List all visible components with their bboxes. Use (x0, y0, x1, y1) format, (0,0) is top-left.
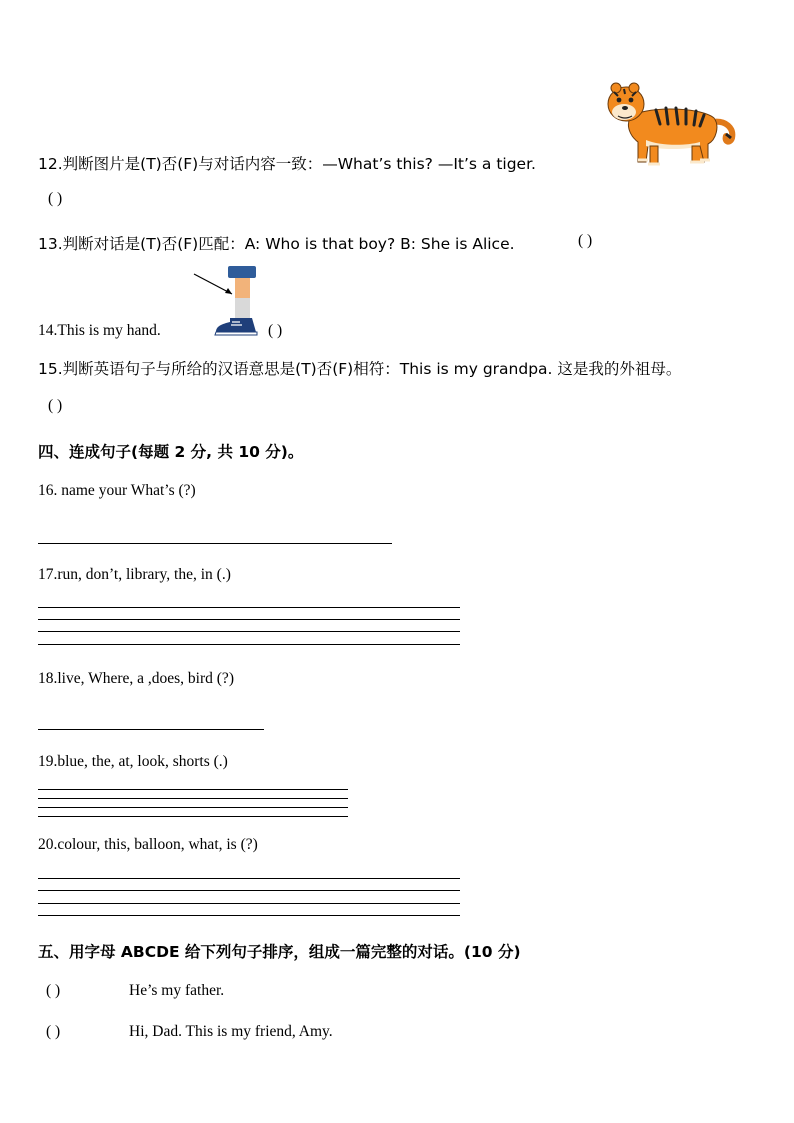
question-17-answer-line-2[interactable] (38, 619, 460, 620)
question-19-answer-line-3[interactable] (38, 807, 348, 808)
question-17-answer-line-1[interactable] (38, 607, 460, 608)
question-19-text: 19.blue, the, at, look, shorts (.) (38, 753, 228, 770)
question-18-answer-line[interactable] (38, 729, 264, 730)
question-14-text: 14.This is my hand. (38, 322, 161, 339)
question-14-answer-blank[interactable]: ( ) (268, 322, 283, 339)
leg-foot-picture (190, 262, 262, 340)
leg-foot-icon (190, 262, 262, 340)
section-5-heading: 五、用字母 ABCDE 给下列句子排序，组成一篇完整的对话。(10 分) (38, 943, 521, 961)
question-16-answer-line[interactable] (38, 543, 392, 544)
question-17-text: 17.run, don’t, library, the, in (.) (38, 566, 231, 583)
ordering-item-1-blank[interactable]: ( ) (46, 982, 61, 999)
question-18-text: 18.live, Where, a ,does, bird (?) (38, 670, 234, 687)
question-13-answer-blank[interactable]: ( ) (578, 232, 593, 249)
question-19-answer-line-2[interactable] (38, 798, 348, 799)
question-19-answer-line-1[interactable] (38, 789, 348, 790)
ordering-item-2-text: Hi, Dad. This is my friend, Amy. (129, 1023, 333, 1040)
question-17-answer-line-4[interactable] (38, 644, 460, 645)
question-15-text: 15.判断英语句子与所给的汉语意思是(T)否(F)相符：This is my grandpa. 这是我的外祖母。 (38, 360, 682, 378)
question-20-answer-line-1[interactable] (38, 878, 460, 879)
question-20-answer-line-4[interactable] (38, 915, 460, 916)
question-20-answer-line-3[interactable] (38, 903, 460, 904)
tiger-icon (600, 80, 742, 166)
ordering-item-2-blank[interactable]: ( ) (46, 1023, 61, 1040)
question-15-answer-blank[interactable]: ( ) (48, 397, 63, 414)
section-4-heading: 四、连成句子(每题 2 分, 共 10 分)。 (38, 443, 304, 461)
question-17-answer-line-3[interactable] (38, 631, 460, 632)
ordering-item-1-text: He’s my father. (129, 982, 225, 999)
question-12-answer-blank[interactable]: ( ) (48, 190, 63, 207)
question-13-text: 13.判断对话是(T)否(F)匹配：A: Who is that boy? B: She is Alice. (38, 235, 515, 253)
question-20-answer-line-2[interactable] (38, 890, 460, 891)
question-20-text: 20.colour, this, balloon, what, is (?) (38, 836, 258, 853)
question-16-text: 16. name your What’s (?) (38, 482, 196, 499)
question-19-answer-line-4[interactable] (38, 816, 348, 817)
tiger-picture (600, 80, 742, 166)
question-12-text: 12.判断图片是(T)否(F)与对话内容一致：—What’s this? —It’s a tiger. (38, 155, 536, 173)
